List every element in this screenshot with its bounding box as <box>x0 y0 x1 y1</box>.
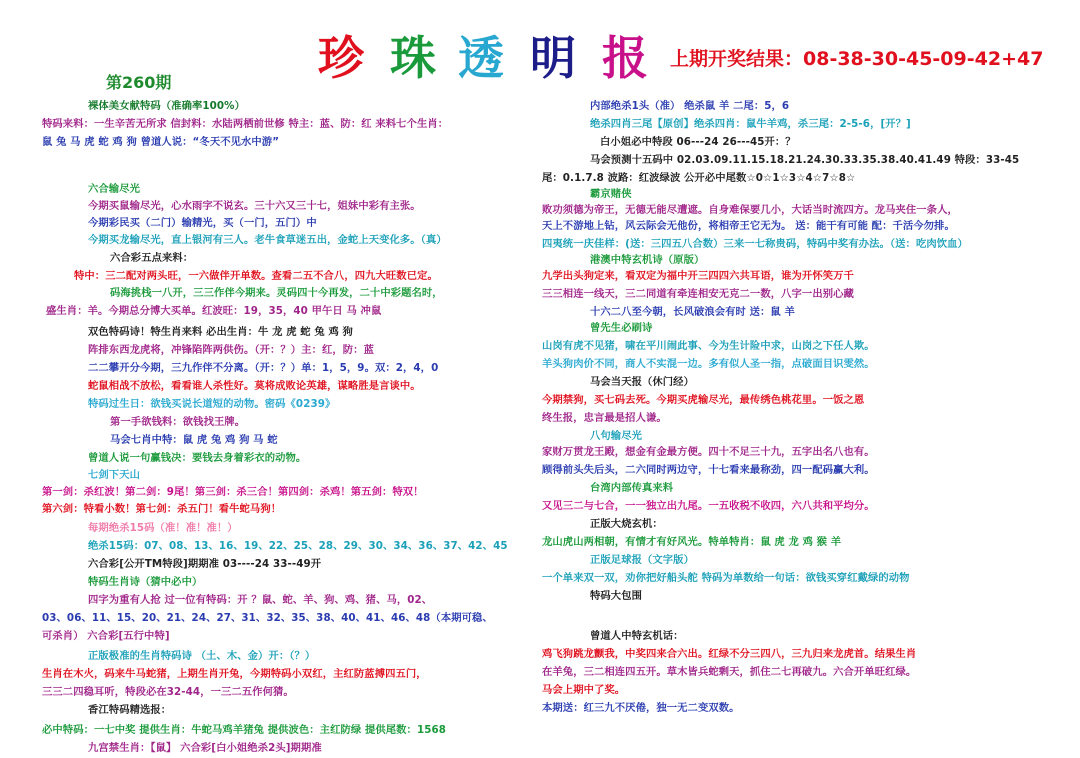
right-text-line: 鸡飞狗跳龙颤我，中奖四来合六出。红绿不分三四八，三九归来龙虎首。结果生肖 <box>542 648 917 660</box>
right-text-line: 霸京赌侠 <box>590 188 632 200</box>
left-text-line: 鼠 兔 马 虎 蛇 鸡 狗 曾道人说：“冬天不见水中游” <box>42 136 280 148</box>
right-text-line: 山岗有虎不见猪，啸在平川闹此事、今为生计险中求，山岗之下任人欺。 <box>542 340 875 352</box>
left-text-line: 蛇鼠相战不放松，看看谁人杀性好。莫将成败论英雄，谋略胜是言谈中。 <box>88 380 421 392</box>
left-text-line: 正版极准的生肖特码诗 （土、木、金）开：（？） <box>88 650 316 662</box>
right-text-line: 正版大烧玄机： <box>590 518 663 530</box>
right-text-line: 特码大包围 <box>590 590 642 602</box>
left-text-line: 第六剑：特看小数！第七剑：杀五门！看牛蛇马狗！ <box>42 503 282 515</box>
issue-number: 第260期 <box>106 73 172 92</box>
right-text-line: 九学出头狗定来，看双定为福中开三四四六共耳语，谁为开怀笑万千 <box>542 270 854 282</box>
right-text-line: 十六二八至今朝，长风破浪会有时 送：鼠 羊 <box>590 306 795 318</box>
left-text-line: 今期买龙输尽光，直上银河有三人。老牛食草迷五出，金蛇上天变化多。（真） <box>88 234 447 246</box>
right-text-line: 马会当天报（休门经） <box>590 376 694 388</box>
right-text-line: 在羊兔，三二相连四五开。草木皆兵蛇剩天，抓住二七再破九。六合开单旺红绿。 <box>542 666 917 678</box>
left-text-line: 每期绝杀15码（准！准！准！） <box>88 522 238 534</box>
left-text-line: 特中：三二配对两头旺，一六做伴开单数。查看二五不合八，四九大旺数已定。 <box>74 270 438 282</box>
right-text-line: 龙山虎山两相朝，有情才有好风光。特单特肖：鼠 虎 龙 鸡 猴 羊 <box>542 536 842 548</box>
left-text-line: 绝杀15码：07、08、13、16、19、22、25、28、29、30、34、36、37、42、45 <box>88 540 508 552</box>
left-text-line: 生肖在木火，码来牛马蛇猪，上期生肖开兔，今期特码小双红，主红防蓝搏四五门， <box>42 668 427 680</box>
right-text-line: 一个单来双一双，劝你把好船头舵 特码为单数给一句话：欲钱买穿红戴绿的动物 <box>542 572 910 584</box>
right-text-line: 内部绝杀1头（准） 绝杀鼠 羊 二尾：5，6 <box>590 100 790 112</box>
right-text-line: 曾先生必刷诗 <box>590 322 653 334</box>
left-text-line: 今期彩民买（二门）输精光，买（一门，五门）中 <box>88 217 317 229</box>
right-text-line: 四夷统一庆佳样：(送：三四五八合数）三来一七称贵码，特码中奖有办法。（送：吃肉饮血） <box>542 238 968 250</box>
right-text-line: 天上不游地上钻，风云际会无他份，将相帝王它无为。 送：能干有可能 配：千活今勿排。 <box>542 220 955 232</box>
left-text-line: 码海挑栈一八开，三三作伴今期来。灵码四十今再发，二十中彩题名时， <box>110 287 443 299</box>
right-text-line: 顾得前头失后头，二六同时两边守，十七看来最称劲，四一配码赢大利。 <box>542 464 875 476</box>
left-text-line: 特码生肖诗（猜中必中） <box>88 576 203 588</box>
left-text-line: 第一手欲钱料：欲钱找王牌。 <box>110 416 246 428</box>
left-text-line: 可杀肖） 六合彩[五行中特] <box>42 630 170 642</box>
left-text-line: 三三二四稳耳听，特段必在32-44，一三二五作何猜。 <box>42 686 294 698</box>
left-text-line: 第一剑：杀红波！第二剑：9尾！第三剑：杀三合！第四剑：杀鸡！第五剑：特双！ <box>42 486 424 498</box>
right-text-line: 家财万贯龙王殿，想金有金最方便。四十不足三十九，五字出名八也有。 <box>542 446 875 458</box>
right-text-line: 尾：0.1.7.8 波路：红波绿波 公开必中尾数☆0☆1☆3☆4☆7☆8☆ <box>542 172 856 184</box>
left-text-line: 特码来料：一生辛苦无所求 信封料：水陆两栖前世修 特主：蓝、防：红 来料七个生肖： <box>42 118 449 130</box>
left-text-line: 二二攀开分今期，三九作伴不分离。（开：？）单：1，5，9。双：2，4，0 <box>88 362 439 374</box>
left-text-line: 马会七肖中特：鼠 虎 兔 鸡 狗 马 蛇 <box>110 434 278 446</box>
right-text-line: 本期送：红三九不厌倦，独一无二变双数。 <box>542 702 740 714</box>
left-text-line: 必中特码：一七中奖 提供生肖：牛蛇马鸡羊猪兔 提供波色：主红防绿 提供尾数：1568 <box>42 724 447 736</box>
left-text-line: 今期买鼠输尽光，心水雨字不说玄。三十六又三十七，姐妹中彩有主张。 <box>88 200 421 212</box>
right-text-line: 今期禁狗，买七码去死。今期买虎输尽光，最传绣色桃花里。一饭之恩 <box>542 394 865 406</box>
left-text-line: 香江特码精选报： <box>88 704 172 716</box>
title-char: 珠 <box>390 31 436 85</box>
right-text-line: 马会上期中了奖。 <box>542 684 626 696</box>
right-text-line: 三三相连一线天，三二同道有牵连相安无克二一数，八字一出别心藏 <box>542 288 854 300</box>
right-text-line: 八句输尽光 <box>590 430 642 442</box>
title-char: 透 <box>458 31 504 85</box>
right-text-line: 港澳中特玄机诗（原版） <box>590 254 705 266</box>
last-result: 上期开奖结果：08-38-30-45-09-42+47 <box>670 48 1044 70</box>
right-text-line: 又见三二与七合，一一独立出九尾。一五收税不收四，六八共和平均分。 <box>542 500 875 512</box>
right-text-line: 曾道人中特玄机话： <box>590 630 684 642</box>
left-text-line: 九宫禁生肖：【鼠】 六合彩[白小姐绝杀2头]期期准 <box>88 742 322 754</box>
right-text-line: 败功须德为帝王，无德无能尽遭遮。自身难保要几小，大话当时流四方。龙马夹住一条人， <box>542 204 958 216</box>
left-text-line: 四字为重有人抢 过一位有特码：开 ？鼠、蛇、羊、狗、鸡、猪、马，02、 <box>88 594 433 606</box>
right-text-line: 终生报，忠言最是招人谦。 <box>542 412 667 424</box>
right-text-line: 正版足球报（文字版） <box>590 554 694 566</box>
left-text-line: 七剑下天山 <box>88 469 140 481</box>
right-text-line: 绝杀四肖三尾【原创】绝杀四肖：鼠牛羊鸡，杀三尾：2-5-6，[开？] <box>590 118 911 130</box>
left-text-line: 盛生肖：羊。今期总分博大买单。红波旺：19，35，40 甲午日 马 冲鼠 <box>46 305 382 317</box>
title-char: 明 <box>530 31 576 85</box>
title-char: 报 <box>602 31 648 85</box>
title-char: 珍 <box>318 31 364 85</box>
left-text-line: 03、06、11、15、20、21、24、27、31、32、35、38、40、41、46、48（本期可稳、 <box>42 612 493 624</box>
left-text-line: 特码过生日：欲钱买说长道短的动物。密码《0239》 <box>88 398 336 410</box>
right-text-line: 台湾内部传真来料 <box>590 482 674 494</box>
left-text-line: 裸体美女献特码（准确率100%） <box>88 100 245 112</box>
left-text-line: 阵排东西龙虎将，冲锋陷阵两供伤。（开：？）主：红，防：蓝 <box>88 344 374 356</box>
right-text-line: 羊头狗肉价不同，商人不实混一边。多有似人圣一指，点破面目识雯然。 <box>542 358 875 370</box>
left-text-line: 六合彩五点来料： <box>110 252 194 264</box>
left-text-line: 曾道人说一句赢钱决：要钱去身着彩衣的动物。 <box>88 452 307 464</box>
left-text-line: 双色特码诗！特生肖来料 必出生肖：牛 龙 虎 蛇 兔 鸡 狗 <box>88 326 353 338</box>
right-text-line: 白小姐必中特段 06---24 26---45开：？ <box>600 136 796 148</box>
right-text-line: 马会预测十五码中 02.03.09.11.15.18.21.24.30.33.35.38.40.41.49 特段：33-45 <box>590 154 1020 166</box>
left-text-line: 六合彩[公开TM特段]期期准 03----24 33--49开 <box>88 558 322 570</box>
left-text-line: 六合输尽光 <box>88 183 140 195</box>
